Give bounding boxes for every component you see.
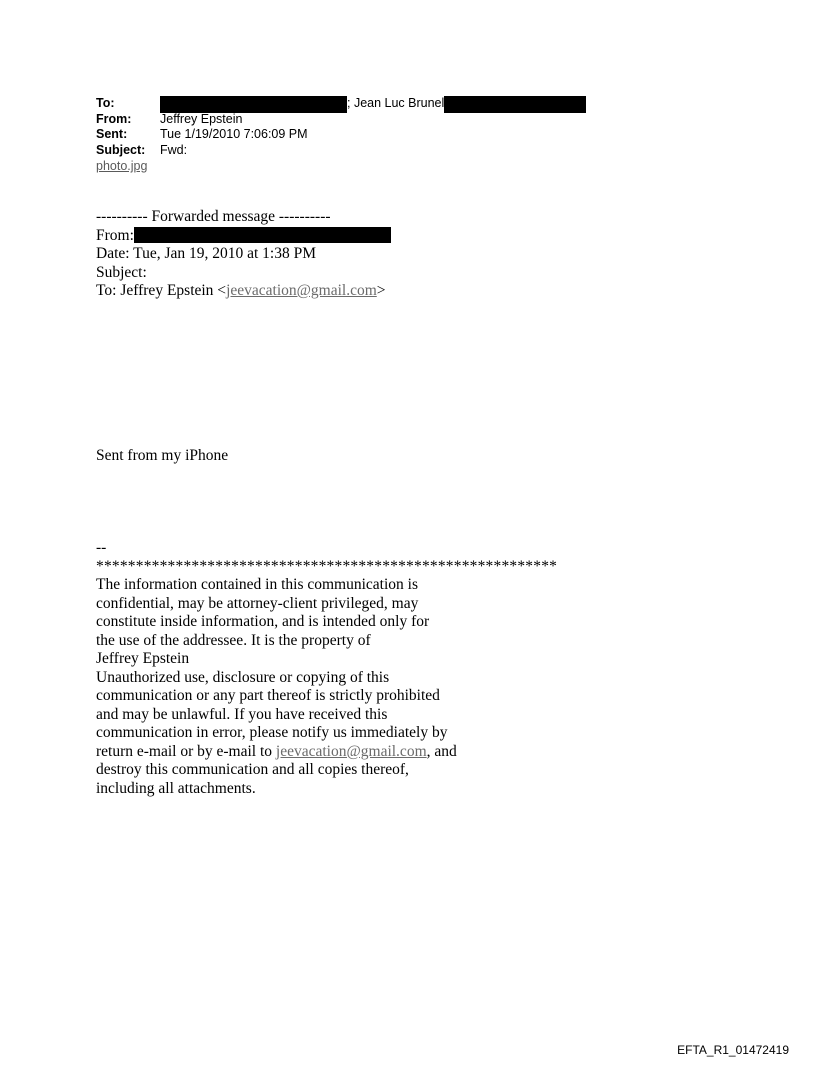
- redacted-block: [160, 96, 347, 113]
- disclaimer-line: the use of the addressee. It is the property of: [96, 631, 371, 649]
- to-label: To:: [96, 96, 115, 110]
- disclaimer-return-prefix: return e-mail or by e-mail to: [96, 742, 276, 760]
- redacted-block: [134, 227, 391, 243]
- forwarded-to-email-link[interactable]: jeevacation@gmail.com: [226, 282, 377, 299]
- disclaimer-return-line: [96, 743, 557, 762]
- disclaimer-email-link[interactable]: jeevacation@gmail.com: [275, 742, 427, 760]
- sent-label: Sent:: [96, 127, 128, 141]
- subject-row: [96, 143, 586, 159]
- disclaimer-line: communication in error, please notify us immediately by: [96, 724, 448, 741]
- forwarded-to-row: [96, 282, 391, 301]
- disclaimer-line: communication or any part thereof is strictly prohibited: [96, 687, 440, 704]
- disclaimer-line: confidential, may be attorney-client privileged, may: [96, 594, 419, 612]
- forwarded-message: [96, 208, 391, 301]
- document-id: EFTA_R1_01472419: [677, 1043, 789, 1057]
- forwarded-to-suffix: >: [376, 282, 386, 299]
- disclaimer-line: including all attachments.: [96, 779, 256, 797]
- forwarded-from-label: From:: [96, 226, 134, 244]
- subject-label: Subject:: [96, 142, 146, 157]
- disclaimer-line: constitute inside information, and is intended only for: [96, 613, 430, 630]
- forwarded-from-row: [96, 227, 391, 246]
- forwarded-subject: Subject:: [96, 263, 147, 281]
- to-row: [96, 96, 586, 112]
- forwarded-banner: ---------- Forwarded message ----------: [96, 208, 331, 225]
- redacted-block: [444, 96, 586, 113]
- signature-dashes: --: [96, 539, 107, 556]
- subject-value: Fwd:: [160, 142, 188, 157]
- attachment-link[interactable]: photo.jpg: [96, 159, 148, 173]
- disclaimer-line: Unauthorized use, disclosure or copying of this: [96, 668, 390, 686]
- disclaimer-line: The information contained in this communication is: [96, 576, 418, 593]
- asterisk-divider: **********************************************************: [96, 557, 558, 575]
- to-recipients: ; Jean Luc Brunel: [347, 96, 445, 110]
- forwarded-date: Date: Tue, Jan 19, 2010 at 1:38 PM: [96, 245, 317, 262]
- signature-text: Sent from my iPhone: [96, 447, 229, 464]
- sent-value: Tue 1/19/2010 7:06:09 PM: [160, 127, 308, 141]
- disclaimer-return-suffix: , and: [426, 742, 457, 760]
- disclaimer-block: [96, 539, 557, 798]
- from-row: [96, 112, 586, 128]
- from-label: From:: [96, 111, 132, 126]
- disclaimer-line: Jeffrey Epstein: [96, 650, 190, 667]
- disclaimer-line: destroy this communication and all copies thereof,: [96, 761, 409, 778]
- forwarded-to-prefix: To: Jeffrey Epstein <: [96, 282, 227, 299]
- disclaimer-line: and may be unlawful. If you have received this: [96, 705, 388, 723]
- sent-row: [96, 127, 586, 143]
- email-header: [96, 96, 586, 175]
- from-value: Jeffrey Epstein: [160, 111, 243, 126]
